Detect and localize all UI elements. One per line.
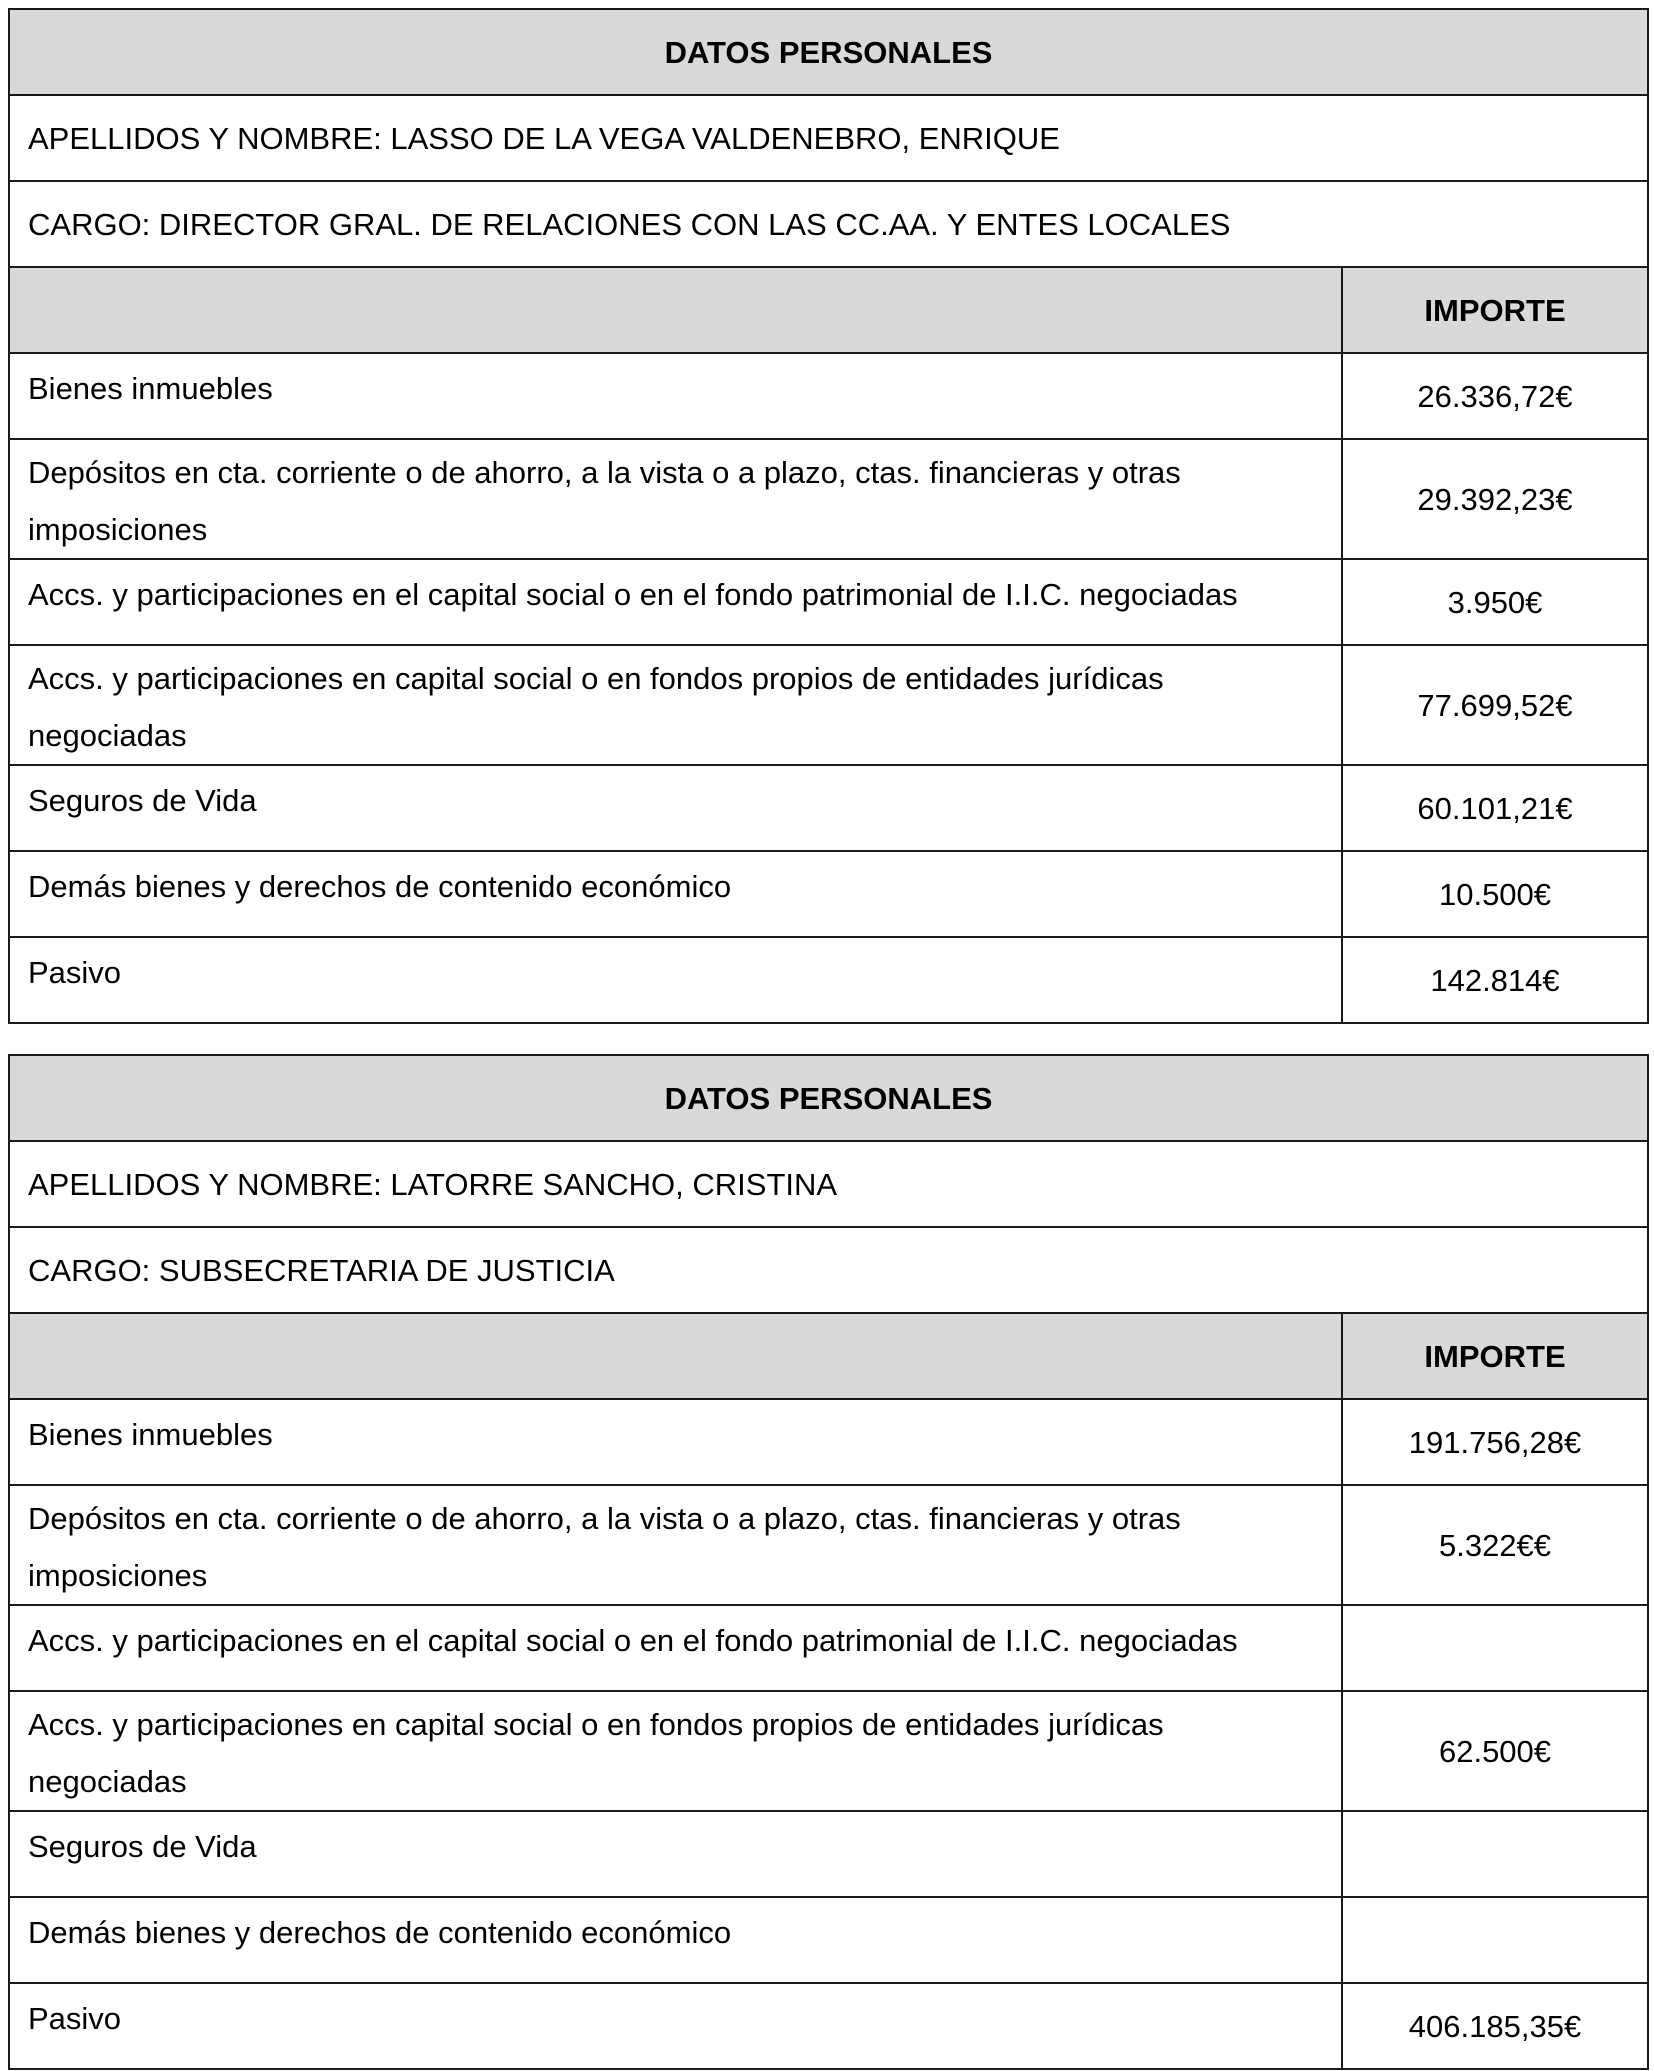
row-amount bbox=[1342, 1605, 1648, 1691]
table-row bbox=[9, 851, 1648, 937]
section-title: DATOS PERSONALES bbox=[9, 1055, 1648, 1141]
row-amount: 77.699,52€ bbox=[1342, 645, 1648, 765]
row-amount: 26.336,72€ bbox=[1342, 353, 1648, 439]
row-amount: 5.322€€ bbox=[1342, 1485, 1648, 1605]
table-row bbox=[9, 645, 1648, 765]
row-label: Seguros de Vida bbox=[9, 765, 1342, 851]
column-header-row bbox=[9, 267, 1648, 353]
position-line: CARGO: DIRECTOR GRAL. DE RELACIONES CON LAS CC.AA. Y ENTES LOCALES bbox=[9, 181, 1648, 267]
row-amount bbox=[1342, 1897, 1648, 1983]
row-label: Seguros de Vida bbox=[9, 1811, 1342, 1897]
row-label: Accs. y participaciones en capital social o en fondos propios de entidades jurídicas negociadas bbox=[9, 1691, 1342, 1811]
position-line: CARGO: SUBSECRETARIA DE JUSTICIA bbox=[9, 1227, 1648, 1313]
row-label: Pasivo bbox=[9, 1983, 1342, 2069]
row-amount: 62.500€ bbox=[1342, 1691, 1648, 1811]
row-amount: 406.185,35€ bbox=[1342, 1983, 1648, 2069]
table-row bbox=[9, 559, 1648, 645]
row-label: Demás bienes y derechos de contenido económico bbox=[9, 1897, 1342, 1983]
position-row bbox=[9, 181, 1648, 267]
table-row bbox=[9, 353, 1648, 439]
row-label: Bienes inmuebles bbox=[9, 353, 1342, 439]
name-line: APELLIDOS Y NOMBRE: LASSO DE LA VEGA VALDENEBRO, ENRIQUE bbox=[9, 95, 1648, 181]
label-column-header bbox=[9, 1313, 1342, 1399]
section-title: DATOS PERSONALES bbox=[9, 9, 1648, 95]
row-label: Accs. y participaciones en capital social o en fondos propios de entidades jurídicas negociadas bbox=[9, 645, 1342, 765]
row-amount: 142.814€ bbox=[1342, 937, 1648, 1023]
amount-column-header: IMPORTE bbox=[1342, 267, 1648, 353]
name-line: APELLIDOS Y NOMBRE: LATORRE SANCHO, CRISTINA bbox=[9, 1141, 1648, 1227]
row-amount: 29.392,23€ bbox=[1342, 439, 1648, 559]
table-row bbox=[9, 1897, 1648, 1983]
table-row bbox=[9, 1691, 1648, 1811]
asset-declaration-table-2 bbox=[8, 1054, 1649, 2070]
row-label: Accs. y participaciones en el capital social o en el fondo patrimonial de I.I.C. negociadas bbox=[9, 559, 1342, 645]
row-label: Accs. y participaciones en el capital social o en el fondo patrimonial de I.I.C. negociadas bbox=[9, 1605, 1342, 1691]
table-row bbox=[9, 765, 1648, 851]
row-amount bbox=[1342, 1811, 1648, 1897]
table-row bbox=[9, 439, 1648, 559]
column-header-row bbox=[9, 1313, 1648, 1399]
row-label: Pasivo bbox=[9, 937, 1342, 1023]
row-label: Demás bienes y derechos de contenido económico bbox=[9, 851, 1342, 937]
row-amount: 3.950€ bbox=[1342, 559, 1648, 645]
position-row bbox=[9, 1227, 1648, 1313]
row-amount: 191.756,28€ bbox=[1342, 1399, 1648, 1485]
row-label: Depósitos en cta. corriente o de ahorro, a la vista o a plazo, ctas. financieras y otras imposiciones bbox=[9, 1485, 1342, 1605]
table-row bbox=[9, 1983, 1648, 2069]
section-header-row bbox=[9, 1055, 1648, 1141]
name-row bbox=[9, 1141, 1648, 1227]
row-label: Depósitos en cta. corriente o de ahorro, a la vista o a plazo, ctas. financieras y otras imposiciones bbox=[9, 439, 1342, 559]
row-amount: 60.101,21€ bbox=[1342, 765, 1648, 851]
table-row bbox=[9, 1811, 1648, 1897]
table-row bbox=[9, 1605, 1648, 1691]
table-row bbox=[9, 937, 1648, 1023]
asset-declaration-table-1 bbox=[8, 8, 1649, 1024]
row-label: Bienes inmuebles bbox=[9, 1399, 1342, 1485]
amount-column-header: IMPORTE bbox=[1342, 1313, 1648, 1399]
table-row bbox=[9, 1485, 1648, 1605]
section-header-row bbox=[9, 9, 1648, 95]
name-row bbox=[9, 95, 1648, 181]
label-column-header bbox=[9, 267, 1342, 353]
table-row bbox=[9, 1399, 1648, 1485]
row-amount: 10.500€ bbox=[1342, 851, 1648, 937]
